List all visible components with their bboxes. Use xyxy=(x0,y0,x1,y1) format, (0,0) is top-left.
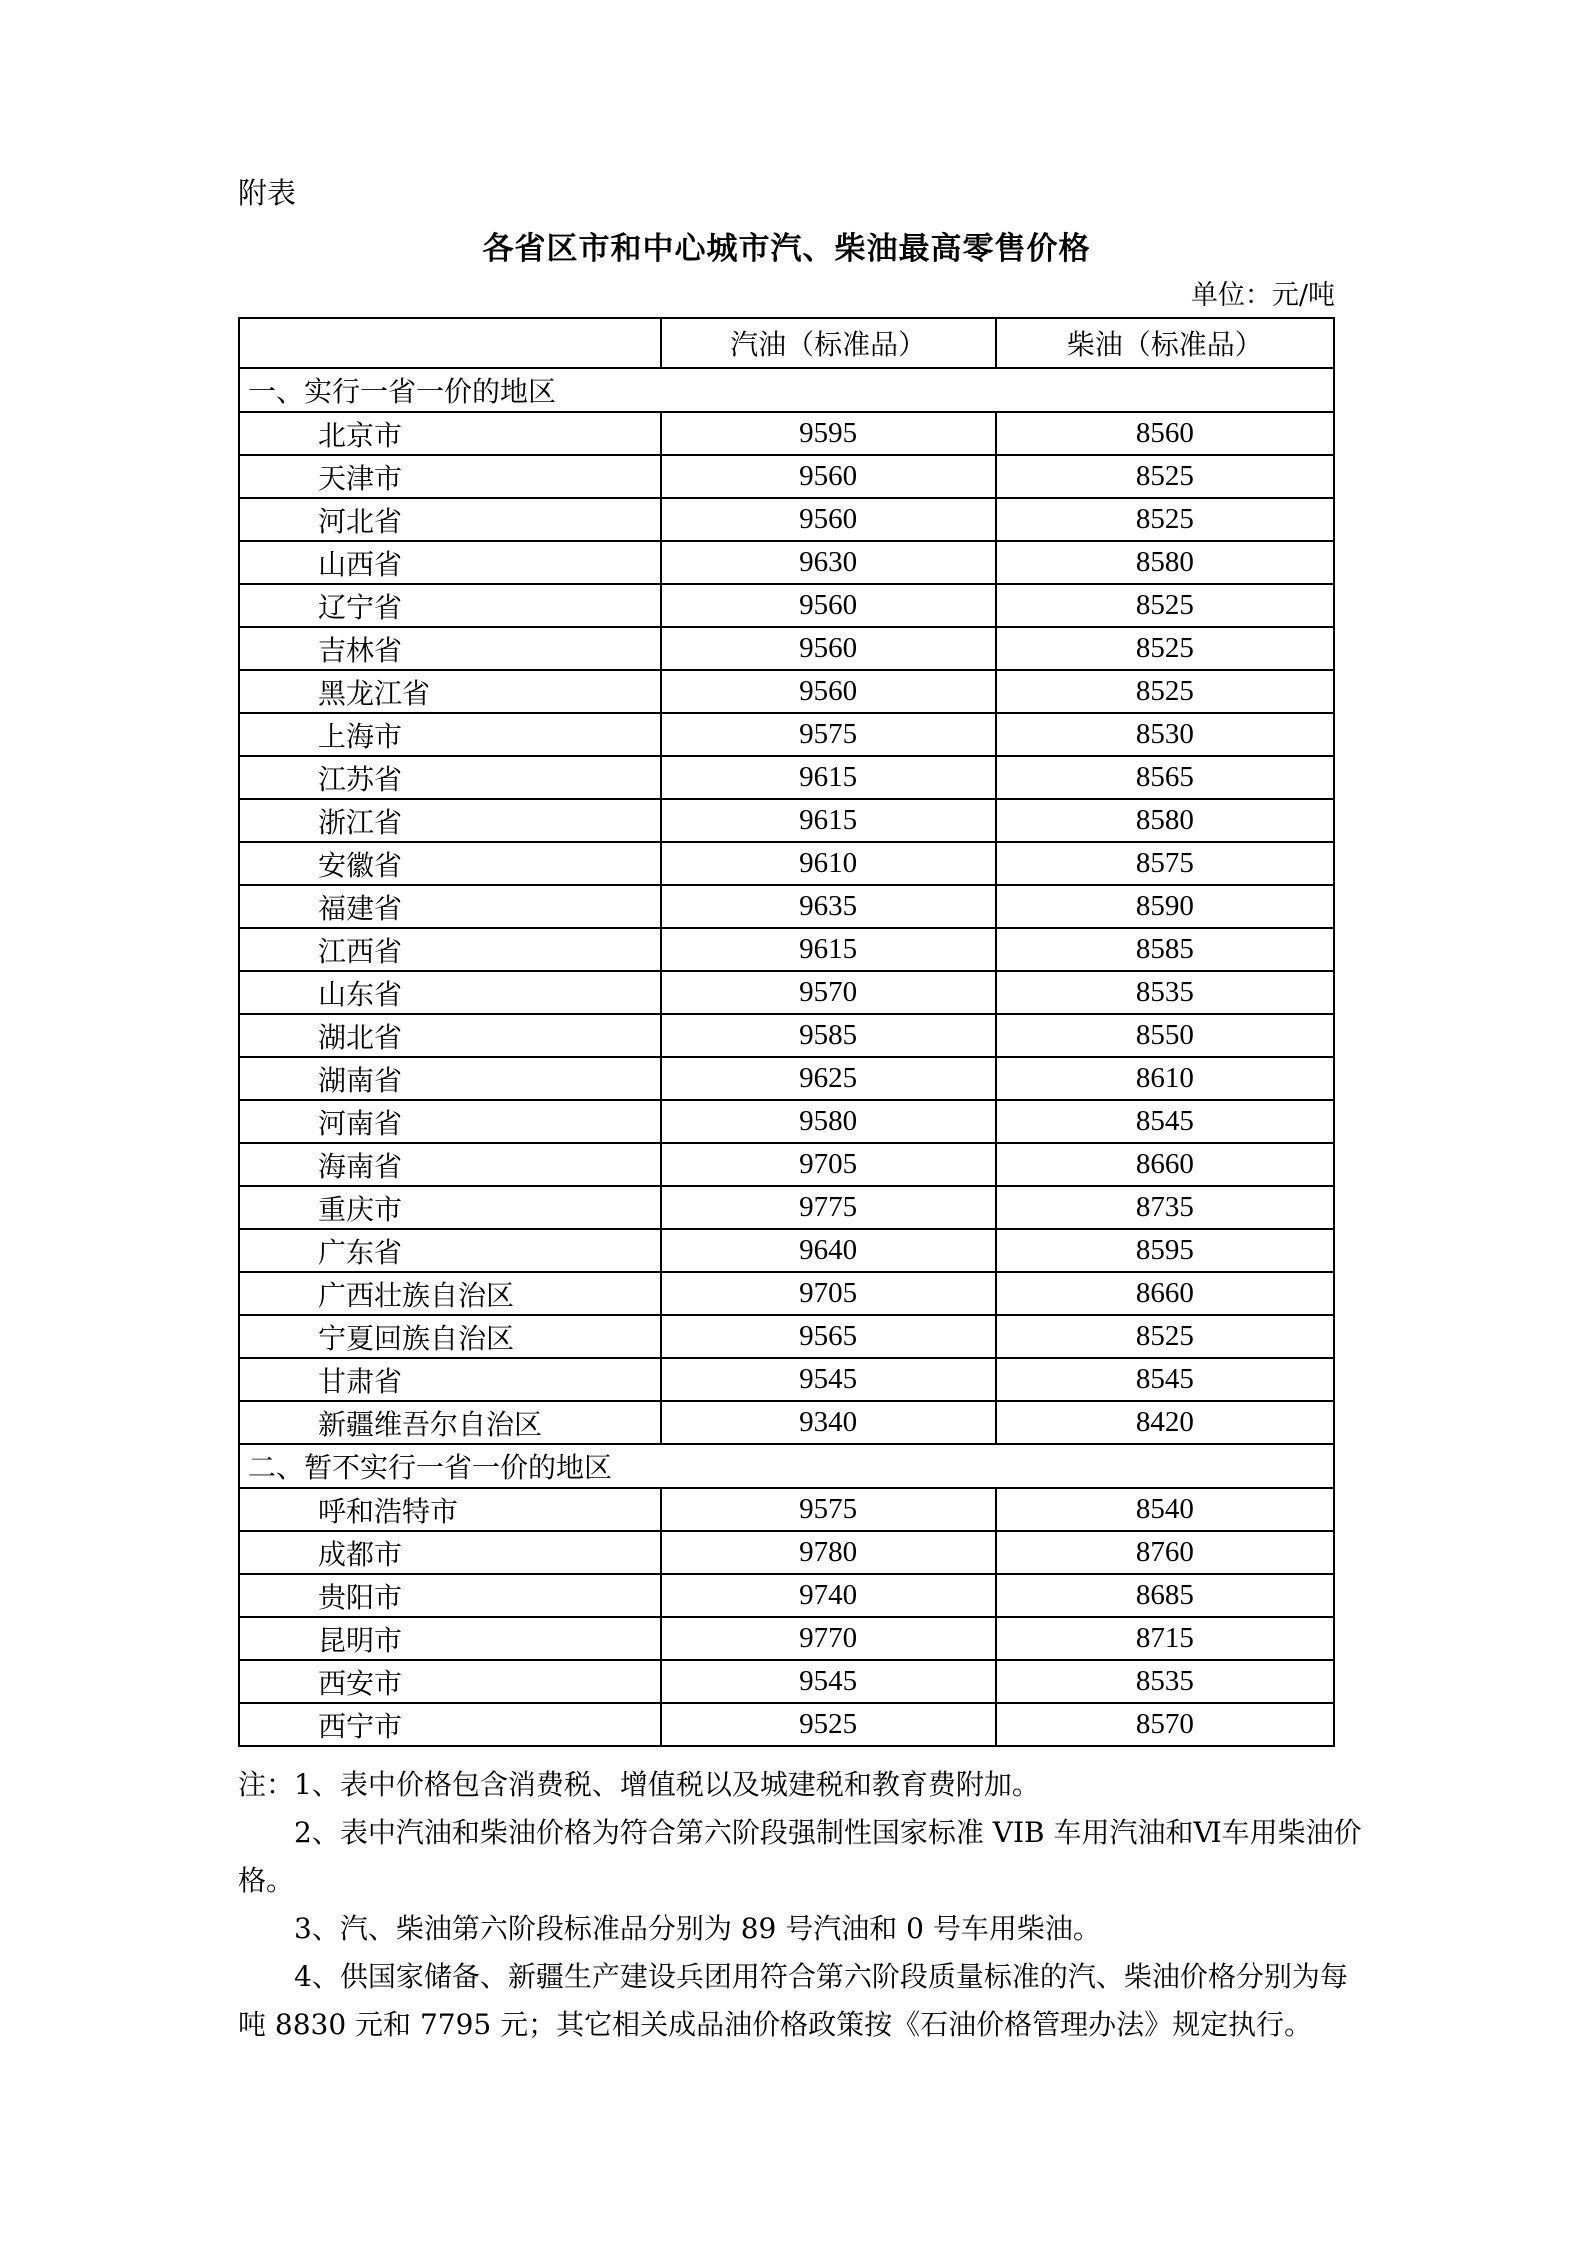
table-row xyxy=(239,541,1334,584)
note-line-1: 注：1、表中价格包含消费税、增值税以及城建税和教育费附加。 xyxy=(238,1768,1040,1801)
table-row xyxy=(239,1703,1334,1746)
gasoline-price-cell: 9705 xyxy=(661,1272,996,1315)
header-row xyxy=(239,318,1334,368)
gasoline-price-cell: 9575 xyxy=(661,1488,996,1531)
region-cell: 浙江省 xyxy=(239,799,661,842)
region-cell: 广东省 xyxy=(239,1229,661,1272)
gasoline-price-cell: 9610 xyxy=(661,842,996,885)
diesel-price-cell: 8565 xyxy=(996,756,1334,799)
gasoline-price-cell: 9615 xyxy=(661,756,996,799)
gasoline-price-cell: 9560 xyxy=(661,498,996,541)
table-row xyxy=(239,1143,1334,1186)
diesel-price-cell: 8525 xyxy=(996,1315,1334,1358)
diesel-price-cell: 8545 xyxy=(996,1358,1334,1401)
table-row xyxy=(239,1531,1334,1574)
table-row xyxy=(239,1401,1334,1444)
section-header-row xyxy=(239,1444,1334,1488)
gasoline-price-cell: 9545 xyxy=(661,1660,996,1703)
gasoline-price-cell: 9780 xyxy=(661,1531,996,1574)
region-cell: 新疆维吾尔自治区 xyxy=(239,1401,661,1444)
diesel-price-cell: 8760 xyxy=(996,1531,1334,1574)
diesel-price-cell: 8525 xyxy=(996,498,1334,541)
region-cell: 安徽省 xyxy=(239,842,661,885)
region-cell: 山西省 xyxy=(239,541,661,584)
region-cell: 河北省 xyxy=(239,498,661,541)
region-cell: 贵阳市 xyxy=(239,1574,661,1617)
diesel-price-cell: 8530 xyxy=(996,713,1334,756)
diesel-price-cell: 8595 xyxy=(996,1229,1334,1272)
diesel-price-cell: 8535 xyxy=(996,971,1334,1014)
region-cell: 北京市 xyxy=(239,412,661,455)
gasoline-price-cell: 9595 xyxy=(661,412,996,455)
gasoline-price-cell: 9625 xyxy=(661,1057,996,1100)
table-row xyxy=(239,1617,1334,1660)
region-cell: 湖南省 xyxy=(239,1057,661,1100)
region-cell: 呼和浩特市 xyxy=(239,1488,661,1531)
region-cell: 河南省 xyxy=(239,1100,661,1143)
diesel-price-cell: 8660 xyxy=(996,1272,1334,1315)
diesel-price-cell: 8525 xyxy=(996,584,1334,627)
region-cell: 海南省 xyxy=(239,1143,661,1186)
page-title: 各省区市和中心城市汽、柴油最高零售价格 xyxy=(482,231,1091,267)
gasoline-price-cell: 9560 xyxy=(661,584,996,627)
gasoline-price-cell: 9525 xyxy=(661,1703,996,1746)
table-row xyxy=(239,1488,1334,1531)
diesel-price-cell: 8660 xyxy=(996,1143,1334,1186)
gasoline-column-header: 汽油（标准品） xyxy=(661,318,996,368)
gasoline-price-cell: 9635 xyxy=(661,885,996,928)
region-cell: 重庆市 xyxy=(239,1186,661,1229)
table-row xyxy=(239,670,1334,713)
region-cell: 宁夏回族自治区 xyxy=(239,1315,661,1358)
gasoline-price-cell: 9705 xyxy=(661,1143,996,1186)
gasoline-price-cell: 9560 xyxy=(661,627,996,670)
region-cell: 天津市 xyxy=(239,455,661,498)
region-cell: 昆明市 xyxy=(239,1617,661,1660)
table-row xyxy=(239,1100,1334,1143)
document-page xyxy=(238,0,1362,2049)
diesel-price-cell: 8590 xyxy=(996,885,1334,928)
diesel-price-cell: 8610 xyxy=(996,1057,1334,1100)
diesel-price-cell: 8575 xyxy=(996,842,1334,885)
diesel-price-cell: 8585 xyxy=(996,928,1334,971)
note-line-2: 2、表中汽油和柴油价格为符合第六阶段强制性国家标准 VIB 车用汽油和Ⅵ车用柴油价 xyxy=(294,1816,1362,1849)
region-cell: 福建省 xyxy=(239,885,661,928)
region-cell: 吉林省 xyxy=(239,627,661,670)
note-line-5: 4、供国家储备、新疆生产建设兵团用符合第六阶段质量标准的汽、柴油价格分别为每 xyxy=(294,1960,1348,1993)
note-line-3: 格。 xyxy=(238,1864,295,1897)
table-row xyxy=(239,713,1334,756)
diesel-price-cell: 8570 xyxy=(996,1703,1334,1746)
diesel-price-cell: 8525 xyxy=(996,627,1334,670)
gasoline-price-cell: 9560 xyxy=(661,670,996,713)
note-line-4: 3、汽、柴油第六阶段标准品分别为 89 号汽油和 0 号车用柴油。 xyxy=(294,1912,1101,1945)
table-row xyxy=(239,1272,1334,1315)
gasoline-price-cell: 9640 xyxy=(661,1229,996,1272)
diesel-price-cell: 8715 xyxy=(996,1617,1334,1660)
table-row xyxy=(239,1229,1334,1272)
gasoline-price-cell: 9770 xyxy=(661,1617,996,1660)
table-row xyxy=(239,455,1334,498)
price-table xyxy=(238,317,1335,1747)
region-cell: 江苏省 xyxy=(239,756,661,799)
region-cell: 广西壮族自治区 xyxy=(239,1272,661,1315)
region-cell: 黑龙江省 xyxy=(239,670,661,713)
table-row xyxy=(239,412,1334,455)
notes xyxy=(238,1761,1362,2049)
diesel-price-cell: 8580 xyxy=(996,541,1334,584)
region-cell: 辽宁省 xyxy=(239,584,661,627)
gasoline-price-cell: 9615 xyxy=(661,799,996,842)
table-row xyxy=(239,756,1334,799)
section-header-row xyxy=(239,368,1334,412)
region-cell: 山东省 xyxy=(239,971,661,1014)
gasoline-price-cell: 9585 xyxy=(661,1014,996,1057)
section-header: 一、实行一省一价的地区 xyxy=(239,368,1334,412)
note-line-6: 吨 8830 元和 7795 元；其它相关成品油价格政策按《石油价格管理办法》规定执行。 xyxy=(238,2008,1313,2041)
unit-label: 单位：元/吨 xyxy=(1190,280,1335,311)
price-table-body xyxy=(239,368,1334,1746)
table-row xyxy=(239,584,1334,627)
region-cell: 江西省 xyxy=(239,928,661,971)
diesel-price-cell: 8540 xyxy=(996,1488,1334,1531)
gasoline-price-cell: 9775 xyxy=(661,1186,996,1229)
gasoline-price-cell: 9575 xyxy=(661,713,996,756)
table-row xyxy=(239,1315,1334,1358)
region-cell: 西宁市 xyxy=(239,1703,661,1746)
diesel-price-cell: 8685 xyxy=(996,1574,1334,1617)
table-row xyxy=(239,1358,1334,1401)
gasoline-price-cell: 9340 xyxy=(661,1401,996,1444)
region-column-header xyxy=(239,318,661,368)
table-row xyxy=(239,498,1334,541)
region-cell: 西安市 xyxy=(239,1660,661,1703)
table-row xyxy=(239,627,1334,670)
gasoline-price-cell: 9570 xyxy=(661,971,996,1014)
region-cell: 甘肃省 xyxy=(239,1358,661,1401)
diesel-price-cell: 8525 xyxy=(996,455,1334,498)
diesel-price-cell: 8580 xyxy=(996,799,1334,842)
table-row xyxy=(239,1057,1334,1100)
table-row xyxy=(239,1014,1334,1057)
price-table-header xyxy=(239,318,1334,368)
table-row xyxy=(239,1574,1334,1617)
diesel-price-cell: 8735 xyxy=(996,1186,1334,1229)
gasoline-price-cell: 9630 xyxy=(661,541,996,584)
table-row xyxy=(239,928,1334,971)
gasoline-price-cell: 9740 xyxy=(661,1574,996,1617)
table-row xyxy=(239,842,1334,885)
gasoline-price-cell: 9580 xyxy=(661,1100,996,1143)
region-cell: 湖北省 xyxy=(239,1014,661,1057)
diesel-price-cell: 8560 xyxy=(996,412,1334,455)
region-cell: 上海市 xyxy=(239,713,661,756)
diesel-column-header: 柴油（标准品） xyxy=(996,318,1334,368)
diesel-price-cell: 8420 xyxy=(996,1401,1334,1444)
table-row xyxy=(239,799,1334,842)
table-row xyxy=(239,1186,1334,1229)
diesel-price-cell: 8545 xyxy=(996,1100,1334,1143)
region-cell: 成都市 xyxy=(239,1531,661,1574)
gasoline-price-cell: 9560 xyxy=(661,455,996,498)
table-row xyxy=(239,885,1334,928)
diesel-price-cell: 8525 xyxy=(996,670,1334,713)
section-header: 二、暂不实行一省一价的地区 xyxy=(239,1444,1334,1488)
diesel-price-cell: 8550 xyxy=(996,1014,1334,1057)
attachment-label: 附表 xyxy=(238,176,297,210)
diesel-price-cell: 8535 xyxy=(996,1660,1334,1703)
table-row xyxy=(239,971,1334,1014)
gasoline-price-cell: 9565 xyxy=(661,1315,996,1358)
table-row xyxy=(239,1660,1334,1703)
gasoline-price-cell: 9545 xyxy=(661,1358,996,1401)
gasoline-price-cell: 9615 xyxy=(661,928,996,971)
